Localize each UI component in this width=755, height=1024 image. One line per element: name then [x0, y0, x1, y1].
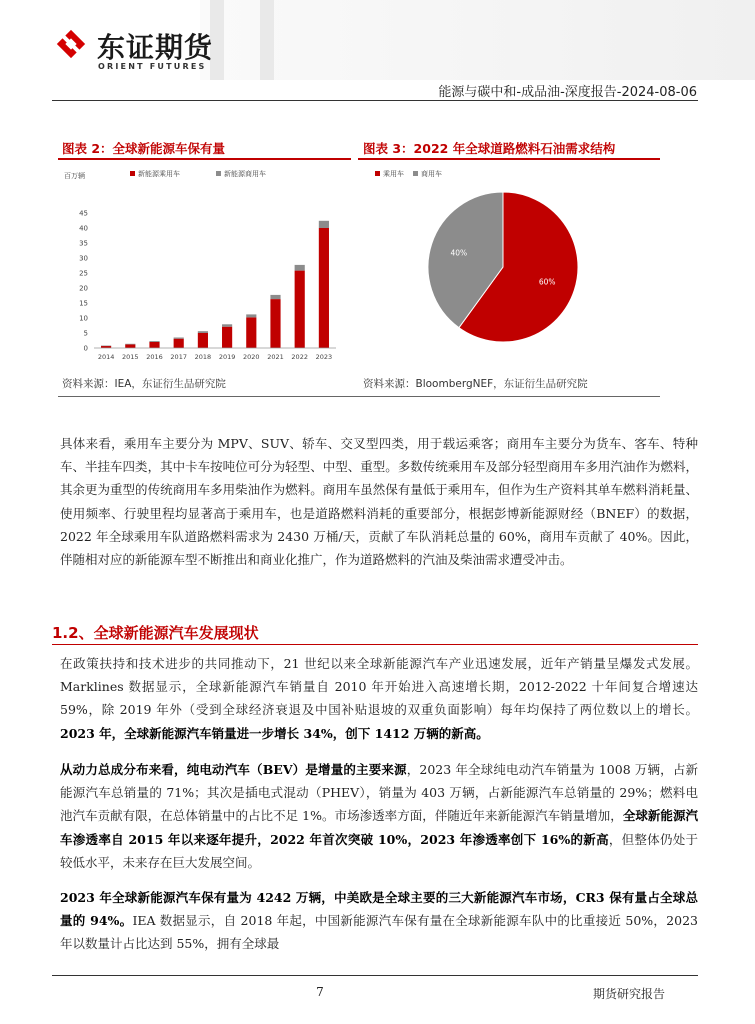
figure3-title: 图表 3：2022 年全球道路燃料石油需求结构 — [363, 141, 616, 156]
penetration-text: ，但整体仍处于较低水平，未来存在巨大发展空间。 — [60, 831, 698, 870]
bar-commercial-2014 — [101, 346, 111, 347]
powertrain-highlight: 从动力总成分布来看，纯电动汽车（BEV）是增量的主要来源 — [60, 762, 407, 777]
x-tick-label: 2016 — [146, 353, 163, 361]
paragraph-powertrain — [60, 758, 698, 874]
page-number: 7 — [316, 985, 324, 999]
bar-passenger-2017 — [174, 339, 184, 348]
footer-divider — [52, 975, 698, 976]
report-title: 能源与碳中和-成品油-深度报告-2024-08-06 — [438, 85, 697, 100]
chart-unit-label: 百万辆 — [64, 172, 85, 180]
bar-commercial-2017 — [174, 338, 184, 339]
nev-stock-bar-chart — [58, 162, 351, 372]
bar-commercial-2019 — [222, 324, 232, 326]
x-tick-label: 2018 — [194, 353, 212, 361]
figure2-title-rule — [58, 158, 351, 160]
bar-commercial-2016 — [149, 341, 159, 342]
pie-legend-label: 乘用车 — [383, 170, 404, 178]
figure-bottom-rule — [58, 396, 660, 397]
bar-passenger-2018 — [198, 333, 208, 348]
section-title-rule — [52, 644, 698, 645]
pie-legend-swatch — [375, 171, 380, 176]
figure2-title: 图表 2：全球新能源车保有量 — [62, 141, 226, 156]
figure3-title-rule — [358, 158, 660, 160]
paragraph-vehicle-types: 具体来看，乘用车主要分为 MPV、SUV、轿车、交叉型四类，用于载运乘客；商用车主要分为货车、客车、特种车、半挂车四类，其中卡车按吨位可分为轻型、中型、重型。多数传统乘用车及部分轻型商用车多用汽油作为燃料，其余更为重型的传统商用车多用柴油作为燃料。商用车虽然保有量低于乘用车，但作为生产资料其单车燃料消耗量、使用频率、行驶里程均显著高于乘用车，也是道路燃料消耗的重要部分，根据彭博新能源财经（BNEF）的数据，2022 年全球乘用车队道路燃料需求为 2430 万桶/天，贡献了车队消耗总量的 60%，商用车贡献了 40%。因此，伴随相对应的新能源车型不断推出和商业化推广，作为道路燃料的汽油及柴油需求遭受冲击。 — [60, 436, 698, 568]
y-tick-label: 40 — [79, 224, 88, 233]
footer-label: 期货研究报告 — [592, 987, 665, 1001]
nev-stock-highlight: 2023 年全球新能源汽车保有量为 4242 万辆，中美欧是全球主要的三大新能源汽车市场，CR3 保有量占全球总量的 94%。 — [60, 890, 698, 929]
y-tick-label: 5 — [83, 329, 88, 338]
company-logo-icon — [52, 25, 90, 63]
x-tick-label: 2014 — [97, 353, 115, 361]
x-tick-label: 2020 — [243, 353, 260, 361]
y-tick-label: 15 — [79, 299, 88, 308]
company-name-cn: 东证期货 — [97, 31, 214, 64]
pie-legend-swatch — [413, 171, 418, 176]
bar-passenger-2023 — [319, 228, 329, 348]
y-tick-label: 45 — [79, 209, 88, 218]
legend-swatch — [216, 171, 221, 176]
figure2-source: 资料来源：IEA，东证衍生品研究院 — [62, 378, 226, 390]
nev-growth-highlight: 2023 年，全球新能源汽车销量进一步增长 34%，创下 1412 万辆的新高。 — [60, 725, 489, 741]
y-tick-label: 0 — [83, 344, 88, 353]
bar-passenger-2020 — [246, 317, 256, 348]
bar-commercial-2018 — [198, 331, 208, 333]
bar-commercial-2021 — [270, 295, 280, 299]
road-fuel-demand-pie-chart — [358, 162, 660, 372]
y-tick-label: 10 — [79, 314, 88, 323]
bar-commercial-2023 — [319, 221, 329, 228]
x-tick-label: 2021 — [267, 353, 284, 361]
company-name-en: ORIENT FUTURES — [98, 62, 207, 71]
header-background — [200, 0, 755, 80]
nev-growth-text: 在政策扶持和技术进步的共同推动下，21 世纪以来全球新能源汽车产业迅速发展，近年产销量呈爆发式发展。Marklines 数据显示，全球新能源汽车销量自 2010 年开始进入高速增长期，2012-2022 十年间复合增速达 59%，除 2019 年外（受到全球经济衰退及中国补贴退坡的双重负面影响）每年均保持了两位数以上的增长。 — [60, 656, 698, 718]
y-tick-label: 20 — [79, 284, 88, 293]
x-tick-label: 2015 — [122, 353, 139, 361]
pie-legend-label: 商用车 — [421, 170, 442, 178]
powertrain-text: ，2023 年全球纯电动汽车销量为 1008 万辆，占新能源汽车总销量的 71%；其次是插电式混动（PHEV），销量为 403 万辆，占新能源汽车总销量的 29%；燃料电池汽车贡献有限，在总体销量中的占比不足 1%。市场渗透率方面，伴随近年来新能源汽车销量增加， — [60, 762, 698, 824]
bar-commercial-2022 — [295, 265, 305, 271]
x-tick-label: 2017 — [170, 353, 187, 361]
y-tick-label: 35 — [79, 239, 88, 248]
bar-passenger-2019 — [222, 327, 232, 348]
bar-passenger-2015 — [125, 344, 135, 348]
pie-value-label: 40% — [450, 248, 468, 258]
header-divider — [52, 100, 698, 101]
bar-passenger-2022 — [295, 271, 305, 348]
legend-label: 新能源商用车 — [224, 170, 266, 178]
bar-passenger-2016 — [149, 342, 159, 348]
bar-commercial-2015 — [125, 344, 135, 345]
nev-stock-text: IEA 数据显示，自 2018 年起，中国新能源汽车保有量在全球新能源车队中的比重接近 50%，2023 年以数量计占比达到 55%，拥有全球最 — [60, 913, 698, 952]
paragraph-nev-growth — [60, 652, 698, 745]
y-tick-label: 25 — [79, 269, 88, 278]
legend-swatch — [130, 171, 135, 176]
y-tick-label: 30 — [79, 254, 88, 263]
figure3-source: 资料来源：BloombergNEF，东证衍生品研究院 — [363, 378, 588, 390]
bar-commercial-2020 — [246, 314, 256, 317]
x-tick-label: 2023 — [315, 353, 333, 361]
pie-value-label: 60% — [538, 277, 556, 287]
x-tick-label: 2022 — [291, 353, 308, 361]
x-tick-label: 2019 — [218, 353, 236, 361]
section-title: 1.2、全球新能源汽车发展现状 — [52, 624, 259, 642]
penetration-highlight: 全球新能源汽车渗透率自 2015 年以来逐年提升，2022 年首次突破 10%，2023 年渗透率创下 16%的新高 — [60, 808, 698, 847]
bar-passenger-2021 — [270, 299, 280, 348]
paragraph-nev-stock — [60, 886, 698, 956]
legend-label: 新能源乘用车 — [138, 170, 180, 178]
